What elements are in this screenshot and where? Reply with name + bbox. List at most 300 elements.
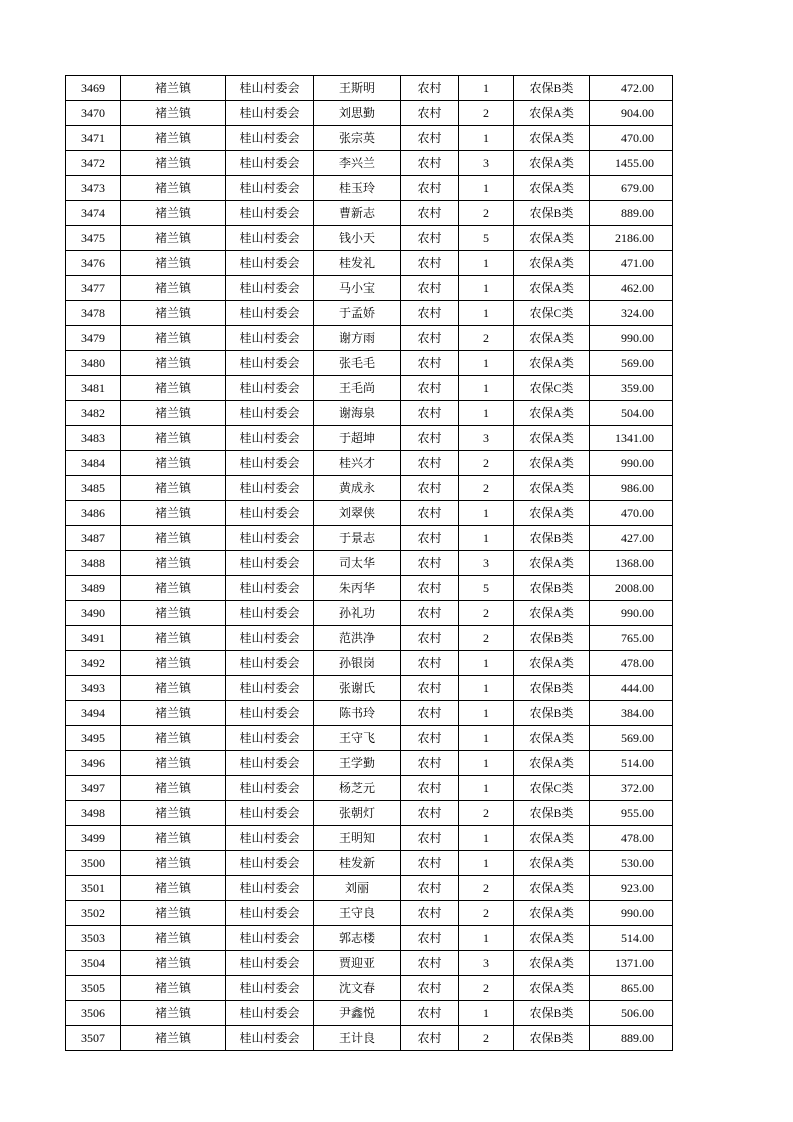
cell-village: 桂山村委会 xyxy=(226,951,314,976)
cell-village: 桂山村委会 xyxy=(226,651,314,676)
cell-amount: 372.00 xyxy=(590,776,673,801)
cell-count: 1 xyxy=(459,76,514,101)
cell-count: 3 xyxy=(459,426,514,451)
cell-serial: 3507 xyxy=(66,1026,121,1051)
cell-residence-type: 农村 xyxy=(401,176,459,201)
cell-town: 褚兰镇 xyxy=(121,326,226,351)
cell-insurance-category: 农保B类 xyxy=(514,576,590,601)
cell-village: 桂山村委会 xyxy=(226,76,314,101)
table-row xyxy=(66,851,673,876)
cell-name: 桂发新 xyxy=(314,851,401,876)
table-row xyxy=(66,401,673,426)
table-row xyxy=(66,176,673,201)
cell-town: 褚兰镇 xyxy=(121,101,226,126)
table-row xyxy=(66,576,673,601)
cell-insurance-category: 农保A类 xyxy=(514,926,590,951)
cell-residence-type: 农村 xyxy=(401,376,459,401)
cell-count: 1 xyxy=(459,351,514,376)
cell-serial: 3478 xyxy=(66,301,121,326)
table-row xyxy=(66,226,673,251)
cell-residence-type: 农村 xyxy=(401,226,459,251)
cell-serial: 3506 xyxy=(66,1001,121,1026)
cell-name: 杨芝元 xyxy=(314,776,401,801)
cell-serial: 3491 xyxy=(66,626,121,651)
cell-insurance-category: 农保A类 xyxy=(514,751,590,776)
table-row xyxy=(66,251,673,276)
table-row xyxy=(66,951,673,976)
table-row xyxy=(66,126,673,151)
cell-insurance-category: 农保A类 xyxy=(514,251,590,276)
cell-insurance-category: 农保A类 xyxy=(514,851,590,876)
cell-amount: 990.00 xyxy=(590,901,673,926)
cell-name: 司太华 xyxy=(314,551,401,576)
cell-insurance-category: 农保B类 xyxy=(514,801,590,826)
cell-village: 桂山村委会 xyxy=(226,151,314,176)
cell-amount: 444.00 xyxy=(590,676,673,701)
cell-residence-type: 农村 xyxy=(401,701,459,726)
cell-name: 郭志楼 xyxy=(314,926,401,951)
cell-serial: 3494 xyxy=(66,701,121,726)
cell-serial: 3505 xyxy=(66,976,121,1001)
cell-village: 桂山村委会 xyxy=(226,551,314,576)
table-row xyxy=(66,1001,673,1026)
cell-amount: 470.00 xyxy=(590,501,673,526)
cell-residence-type: 农村 xyxy=(401,451,459,476)
cell-count: 2 xyxy=(459,626,514,651)
cell-village: 桂山村委会 xyxy=(226,876,314,901)
cell-town: 褚兰镇 xyxy=(121,126,226,151)
cell-insurance-category: 农保B类 xyxy=(514,676,590,701)
cell-amount: 471.00 xyxy=(590,251,673,276)
benefit-roster-table xyxy=(65,75,673,1051)
cell-village: 桂山村委会 xyxy=(226,301,314,326)
cell-serial: 3482 xyxy=(66,401,121,426)
cell-count: 1 xyxy=(459,651,514,676)
table-row xyxy=(66,451,673,476)
cell-insurance-category: 农保A类 xyxy=(514,726,590,751)
cell-count: 2 xyxy=(459,801,514,826)
cell-village: 桂山村委会 xyxy=(226,326,314,351)
cell-village: 桂山村委会 xyxy=(226,176,314,201)
cell-residence-type: 农村 xyxy=(401,826,459,851)
cell-count: 2 xyxy=(459,101,514,126)
table-row xyxy=(66,626,673,651)
cell-residence-type: 农村 xyxy=(401,751,459,776)
cell-serial: 3479 xyxy=(66,326,121,351)
cell-village: 桂山村委会 xyxy=(226,676,314,701)
cell-name: 黄成永 xyxy=(314,476,401,501)
cell-amount: 889.00 xyxy=(590,201,673,226)
cell-residence-type: 农村 xyxy=(401,876,459,901)
cell-residence-type: 农村 xyxy=(401,526,459,551)
cell-town: 褚兰镇 xyxy=(121,226,226,251)
cell-residence-type: 农村 xyxy=(401,951,459,976)
cell-count: 2 xyxy=(459,876,514,901)
cell-insurance-category: 农保A类 xyxy=(514,351,590,376)
cell-village: 桂山村委会 xyxy=(226,626,314,651)
cell-town: 褚兰镇 xyxy=(121,76,226,101)
cell-residence-type: 农村 xyxy=(401,726,459,751)
cell-town: 褚兰镇 xyxy=(121,401,226,426)
cell-amount: 904.00 xyxy=(590,101,673,126)
cell-residence-type: 农村 xyxy=(401,601,459,626)
cell-count: 1 xyxy=(459,501,514,526)
cell-serial: 3477 xyxy=(66,276,121,301)
cell-village: 桂山村委会 xyxy=(226,1001,314,1026)
cell-count: 1 xyxy=(459,926,514,951)
cell-residence-type: 农村 xyxy=(401,1026,459,1051)
cell-amount: 470.00 xyxy=(590,126,673,151)
cell-residence-type: 农村 xyxy=(401,476,459,501)
cell-residence-type: 农村 xyxy=(401,126,459,151)
cell-amount: 569.00 xyxy=(590,726,673,751)
cell-village: 桂山村委会 xyxy=(226,776,314,801)
cell-amount: 1371.00 xyxy=(590,951,673,976)
cell-serial: 3469 xyxy=(66,76,121,101)
cell-village: 桂山村委会 xyxy=(226,401,314,426)
cell-serial: 3493 xyxy=(66,676,121,701)
cell-village: 桂山村委会 xyxy=(226,476,314,501)
cell-town: 褚兰镇 xyxy=(121,451,226,476)
cell-name: 桂发礼 xyxy=(314,251,401,276)
cell-village: 桂山村委会 xyxy=(226,226,314,251)
cell-town: 褚兰镇 xyxy=(121,701,226,726)
cell-residence-type: 农村 xyxy=(401,401,459,426)
cell-serial: 3472 xyxy=(66,151,121,176)
cell-village: 桂山村委会 xyxy=(226,251,314,276)
table-row xyxy=(66,701,673,726)
cell-name: 桂兴才 xyxy=(314,451,401,476)
cell-amount: 955.00 xyxy=(590,801,673,826)
cell-town: 褚兰镇 xyxy=(121,626,226,651)
table-row xyxy=(66,151,673,176)
cell-amount: 2008.00 xyxy=(590,576,673,601)
cell-insurance-category: 农保A类 xyxy=(514,476,590,501)
cell-town: 褚兰镇 xyxy=(121,276,226,301)
cell-insurance-category: 农保A类 xyxy=(514,426,590,451)
cell-town: 褚兰镇 xyxy=(121,851,226,876)
table-row xyxy=(66,726,673,751)
cell-amount: 990.00 xyxy=(590,601,673,626)
table-row xyxy=(66,376,673,401)
cell-name: 朱丙华 xyxy=(314,576,401,601)
cell-insurance-category: 农保A类 xyxy=(514,226,590,251)
table-row xyxy=(66,976,673,1001)
cell-town: 褚兰镇 xyxy=(121,526,226,551)
cell-serial: 3495 xyxy=(66,726,121,751)
cell-residence-type: 农村 xyxy=(401,851,459,876)
cell-town: 褚兰镇 xyxy=(121,426,226,451)
table-row xyxy=(66,676,673,701)
cell-name: 王学勤 xyxy=(314,751,401,776)
cell-amount: 679.00 xyxy=(590,176,673,201)
cell-serial: 3490 xyxy=(66,601,121,626)
cell-town: 褚兰镇 xyxy=(121,576,226,601)
cell-amount: 384.00 xyxy=(590,701,673,726)
cell-count: 2 xyxy=(459,976,514,1001)
cell-name: 尹鑫悦 xyxy=(314,1001,401,1026)
cell-serial: 3501 xyxy=(66,876,121,901)
cell-serial: 3476 xyxy=(66,251,121,276)
cell-village: 桂山村委会 xyxy=(226,901,314,926)
cell-name: 王斯明 xyxy=(314,76,401,101)
cell-village: 桂山村委会 xyxy=(226,826,314,851)
cell-residence-type: 农村 xyxy=(401,101,459,126)
cell-village: 桂山村委会 xyxy=(226,351,314,376)
cell-insurance-category: 农保B类 xyxy=(514,76,590,101)
cell-amount: 923.00 xyxy=(590,876,673,901)
table-row xyxy=(66,76,673,101)
cell-amount: 472.00 xyxy=(590,76,673,101)
cell-insurance-category: 农保A类 xyxy=(514,951,590,976)
cell-village: 桂山村委会 xyxy=(226,376,314,401)
table-row xyxy=(66,426,673,451)
cell-serial: 3485 xyxy=(66,476,121,501)
cell-serial: 3473 xyxy=(66,176,121,201)
cell-insurance-category: 农保A类 xyxy=(514,601,590,626)
cell-name: 于超坤 xyxy=(314,426,401,451)
cell-town: 褚兰镇 xyxy=(121,976,226,1001)
cell-insurance-category: 农保A类 xyxy=(514,651,590,676)
cell-count: 1 xyxy=(459,851,514,876)
table-row xyxy=(66,901,673,926)
cell-residence-type: 农村 xyxy=(401,576,459,601)
table-row xyxy=(66,101,673,126)
cell-serial: 3483 xyxy=(66,426,121,451)
cell-town: 褚兰镇 xyxy=(121,501,226,526)
cell-count: 5 xyxy=(459,226,514,251)
table-row xyxy=(66,351,673,376)
cell-count: 1 xyxy=(459,526,514,551)
cell-village: 桂山村委会 xyxy=(226,726,314,751)
cell-name: 刘丽 xyxy=(314,876,401,901)
table-row xyxy=(66,801,673,826)
cell-serial: 3492 xyxy=(66,651,121,676)
cell-insurance-category: 农保C类 xyxy=(514,301,590,326)
cell-insurance-category: 农保A类 xyxy=(514,501,590,526)
cell-serial: 3470 xyxy=(66,101,121,126)
cell-village: 桂山村委会 xyxy=(226,601,314,626)
cell-insurance-category: 农保A类 xyxy=(514,101,590,126)
cell-amount: 889.00 xyxy=(590,1026,673,1051)
cell-town: 褚兰镇 xyxy=(121,376,226,401)
cell-serial: 3504 xyxy=(66,951,121,976)
cell-town: 褚兰镇 xyxy=(121,901,226,926)
cell-serial: 3500 xyxy=(66,851,121,876)
table-row xyxy=(66,301,673,326)
cell-residence-type: 农村 xyxy=(401,276,459,301)
cell-serial: 3475 xyxy=(66,226,121,251)
table-row xyxy=(66,751,673,776)
table-row xyxy=(66,276,673,301)
cell-village: 桂山村委会 xyxy=(226,426,314,451)
cell-serial: 3489 xyxy=(66,576,121,601)
cell-amount: 514.00 xyxy=(590,926,673,951)
cell-serial: 3480 xyxy=(66,351,121,376)
cell-count: 1 xyxy=(459,176,514,201)
cell-town: 褚兰镇 xyxy=(121,1001,226,1026)
cell-residence-type: 农村 xyxy=(401,201,459,226)
cell-name: 谢方雨 xyxy=(314,326,401,351)
table-row xyxy=(66,476,673,501)
cell-village: 桂山村委会 xyxy=(226,451,314,476)
cell-name: 孙银岗 xyxy=(314,651,401,676)
cell-count: 2 xyxy=(459,451,514,476)
table-row xyxy=(66,551,673,576)
cell-serial: 3502 xyxy=(66,901,121,926)
cell-village: 桂山村委会 xyxy=(226,501,314,526)
table-row xyxy=(66,826,673,851)
cell-amount: 506.00 xyxy=(590,1001,673,1026)
cell-insurance-category: 农保A类 xyxy=(514,826,590,851)
cell-town: 褚兰镇 xyxy=(121,476,226,501)
cell-serial: 3471 xyxy=(66,126,121,151)
cell-town: 褚兰镇 xyxy=(121,876,226,901)
cell-amount: 990.00 xyxy=(590,326,673,351)
cell-residence-type: 农村 xyxy=(401,801,459,826)
cell-amount: 865.00 xyxy=(590,976,673,1001)
cell-name: 孙礼功 xyxy=(314,601,401,626)
cell-name: 李兴兰 xyxy=(314,151,401,176)
cell-insurance-category: 农保B类 xyxy=(514,1001,590,1026)
cell-serial: 3496 xyxy=(66,751,121,776)
cell-residence-type: 农村 xyxy=(401,626,459,651)
cell-insurance-category: 农保A类 xyxy=(514,326,590,351)
cell-town: 褚兰镇 xyxy=(121,651,226,676)
cell-residence-type: 农村 xyxy=(401,901,459,926)
table-row xyxy=(66,776,673,801)
cell-village: 桂山村委会 xyxy=(226,976,314,1001)
table-row xyxy=(66,651,673,676)
cell-residence-type: 农村 xyxy=(401,326,459,351)
cell-count: 1 xyxy=(459,401,514,426)
cell-town: 褚兰镇 xyxy=(121,1026,226,1051)
cell-amount: 569.00 xyxy=(590,351,673,376)
cell-serial: 3474 xyxy=(66,201,121,226)
cell-count: 1 xyxy=(459,251,514,276)
cell-count: 1 xyxy=(459,376,514,401)
table-row xyxy=(66,926,673,951)
cell-serial: 3484 xyxy=(66,451,121,476)
cell-residence-type: 农村 xyxy=(401,76,459,101)
cell-village: 桂山村委会 xyxy=(226,851,314,876)
cell-amount: 504.00 xyxy=(590,401,673,426)
cell-town: 褚兰镇 xyxy=(121,726,226,751)
cell-amount: 1455.00 xyxy=(590,151,673,176)
cell-amount: 986.00 xyxy=(590,476,673,501)
cell-name: 王守良 xyxy=(314,901,401,926)
cell-residence-type: 农村 xyxy=(401,926,459,951)
cell-residence-type: 农村 xyxy=(401,151,459,176)
cell-insurance-category: 农保C类 xyxy=(514,776,590,801)
cell-amount: 359.00 xyxy=(590,376,673,401)
cell-village: 桂山村委会 xyxy=(226,701,314,726)
cell-count: 3 xyxy=(459,951,514,976)
cell-amount: 514.00 xyxy=(590,751,673,776)
cell-town: 褚兰镇 xyxy=(121,176,226,201)
cell-serial: 3499 xyxy=(66,826,121,851)
cell-town: 褚兰镇 xyxy=(121,826,226,851)
cell-insurance-category: 农保A类 xyxy=(514,451,590,476)
cell-count: 3 xyxy=(459,551,514,576)
cell-insurance-category: 农保A类 xyxy=(514,401,590,426)
cell-amount: 1341.00 xyxy=(590,426,673,451)
cell-count: 2 xyxy=(459,901,514,926)
cell-town: 褚兰镇 xyxy=(121,351,226,376)
cell-insurance-category: 农保B类 xyxy=(514,201,590,226)
cell-name: 张宗英 xyxy=(314,126,401,151)
cell-amount: 530.00 xyxy=(590,851,673,876)
cell-residence-type: 农村 xyxy=(401,651,459,676)
cell-amount: 1368.00 xyxy=(590,551,673,576)
cell-name: 贾迎亚 xyxy=(314,951,401,976)
cell-serial: 3486 xyxy=(66,501,121,526)
cell-village: 桂山村委会 xyxy=(226,101,314,126)
table-row xyxy=(66,526,673,551)
cell-count: 5 xyxy=(459,576,514,601)
cell-town: 褚兰镇 xyxy=(121,926,226,951)
cell-town: 褚兰镇 xyxy=(121,251,226,276)
cell-count: 2 xyxy=(459,201,514,226)
cell-name: 桂玉玲 xyxy=(314,176,401,201)
cell-village: 桂山村委会 xyxy=(226,801,314,826)
cell-village: 桂山村委会 xyxy=(226,276,314,301)
cell-name: 马小宝 xyxy=(314,276,401,301)
cell-village: 桂山村委会 xyxy=(226,926,314,951)
cell-town: 褚兰镇 xyxy=(121,601,226,626)
cell-count: 1 xyxy=(459,826,514,851)
cell-insurance-category: 农保A类 xyxy=(514,876,590,901)
cell-name: 刘翠侠 xyxy=(314,501,401,526)
cell-town: 褚兰镇 xyxy=(121,801,226,826)
cell-insurance-category: 农保C类 xyxy=(514,376,590,401)
table-row xyxy=(66,601,673,626)
cell-insurance-category: 农保A类 xyxy=(514,151,590,176)
cell-name: 曹新志 xyxy=(314,201,401,226)
table-row xyxy=(66,876,673,901)
cell-town: 褚兰镇 xyxy=(121,551,226,576)
cell-serial: 3488 xyxy=(66,551,121,576)
cell-count: 1 xyxy=(459,776,514,801)
cell-amount: 990.00 xyxy=(590,451,673,476)
cell-count: 1 xyxy=(459,126,514,151)
cell-town: 褚兰镇 xyxy=(121,301,226,326)
cell-town: 褚兰镇 xyxy=(121,751,226,776)
cell-count: 1 xyxy=(459,701,514,726)
cell-amount: 462.00 xyxy=(590,276,673,301)
cell-count: 1 xyxy=(459,751,514,776)
table-row xyxy=(66,326,673,351)
cell-name: 王明知 xyxy=(314,826,401,851)
cell-village: 桂山村委会 xyxy=(226,751,314,776)
table-row xyxy=(66,201,673,226)
cell-count: 2 xyxy=(459,601,514,626)
cell-name: 于景志 xyxy=(314,526,401,551)
cell-village: 桂山村委会 xyxy=(226,126,314,151)
cell-insurance-category: 农保A类 xyxy=(514,551,590,576)
cell-residence-type: 农村 xyxy=(401,676,459,701)
cell-amount: 765.00 xyxy=(590,626,673,651)
cell-residence-type: 农村 xyxy=(401,501,459,526)
cell-village: 桂山村委会 xyxy=(226,576,314,601)
cell-name: 王守飞 xyxy=(314,726,401,751)
cell-town: 褚兰镇 xyxy=(121,951,226,976)
cell-insurance-category: 农保B类 xyxy=(514,701,590,726)
cell-amount: 2186.00 xyxy=(590,226,673,251)
cell-insurance-category: 农保A类 xyxy=(514,901,590,926)
cell-count: 3 xyxy=(459,151,514,176)
cell-serial: 3498 xyxy=(66,801,121,826)
